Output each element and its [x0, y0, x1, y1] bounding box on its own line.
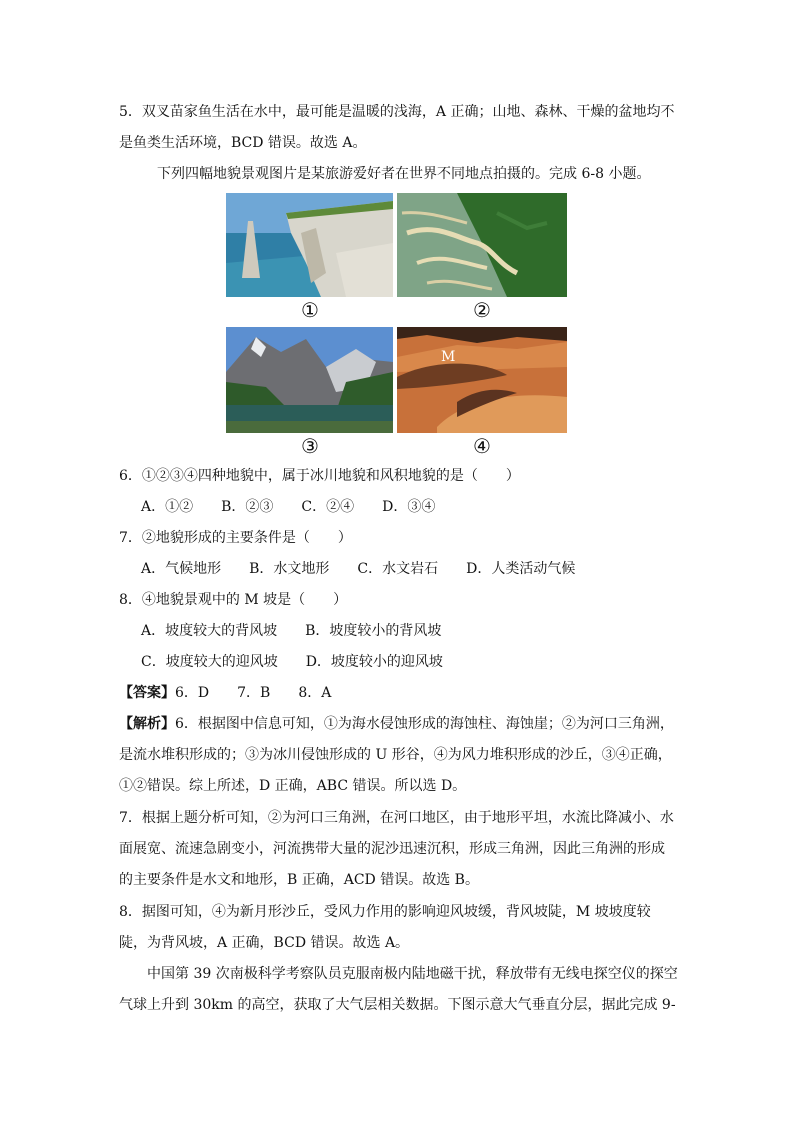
analysis-line-3: ①②错误。综上所述，D 正确，ABC 错误。所以选 D。 — [119, 778, 467, 794]
m-label: M — [441, 349, 456, 365]
analysis-label: 【解析】 — [119, 716, 175, 732]
photo-river-delta — [397, 193, 567, 297]
answer-line — [119, 683, 331, 703]
question-8-options-row1: A．坡度较大的背风坡 B．坡度较小的背风坡 — [141, 623, 442, 639]
analysis-line-6: 的主要条件是水文和地形，B 正确，ACD 错误。故选 B。 — [119, 872, 479, 888]
question-7-stem: 7．②地貌形成的主要条件是（ ） — [119, 530, 352, 546]
analysis-line-8: 陡，为背风坡，A 正确，BCD 错误。故选 A。 — [119, 935, 410, 951]
intro-text: 下列四幅地貌景观图片是某旅游爱好者在世界不同地点拍摄的。完成 6-8 小题。 — [157, 166, 651, 182]
photo-sand-dunes — [397, 327, 567, 433]
analysis-text-1: 6．根据图中信息可知，①为海水侵蚀形成的海蚀柱、海蚀崖；②为河口三角洲， — [175, 716, 674, 732]
question-6-options: A．①② B．②③ C．②④ D．③④ — [141, 499, 436, 515]
answer-text: 6．D 7．B 8．A — [175, 685, 332, 701]
caption-2: ② — [473, 298, 491, 322]
caption-4: ④ — [473, 434, 491, 458]
caption-1: ① — [301, 298, 319, 322]
caption-3: ③ — [301, 434, 319, 458]
analysis-line-5: 面展宽、流速急剧变小，河流携带大量的泥沙迅速沉积，形成三角洲，因此三角洲的形成 — [119, 841, 665, 857]
analysis-line-1 — [119, 714, 674, 734]
photo-sea-cliff — [226, 193, 393, 297]
question-6-stem: 6．①②③④四种地貌中，属于冰川地貌和风积地貌的是（ ） — [119, 468, 520, 484]
analysis-line-2: 是流水堆积形成的；③为冰川侵蚀形成的 U 形谷，④为风力堆积形成的沙丘，③④正确， — [119, 747, 672, 763]
final-paragraph-line-2: 气球上升到 30km 的高空，获取了大气层相关数据。下图示意大气垂直分层，据此完成 9- — [119, 997, 676, 1013]
final-paragraph-line-1: 中国第 39 次南极科学考察队员克服南极内陆地磁干扰，释放带有无线电探空仪的探空 — [147, 966, 678, 982]
answer-label: 【答案】 — [119, 685, 175, 701]
question-7-options: A．气候地形 B．水文地形 C．水文岩石 D．人类活动气候 — [141, 561, 576, 577]
analysis-line-7: 8．据图可知，④为新月形沙丘，受风力作用的影响迎风坡缓，背风坡陡，M 坡坡度较 — [119, 904, 651, 920]
question-8-stem: 8．④地貌景观中的 M 坡是（ ） — [119, 592, 348, 608]
analysis-line-4: 7．根据上题分析可知，②为河口三角洲，在河口地区，由于地形平坦，水流比降减小、水 — [119, 810, 674, 826]
answer5-line2: 是鱼类生活环境，BCD 错误。故选 A。 — [119, 135, 367, 151]
photo-glacial-valley — [226, 327, 393, 433]
question-8-options-row2: C．坡度较大的迎风坡 D．坡度较小的迎风坡 — [141, 654, 443, 670]
answer5-line1: 5．双叉苗家鱼生活在水中，最可能是温暖的浅海，A 正确；山地、森林、干燥的盆地均不 — [119, 104, 675, 120]
